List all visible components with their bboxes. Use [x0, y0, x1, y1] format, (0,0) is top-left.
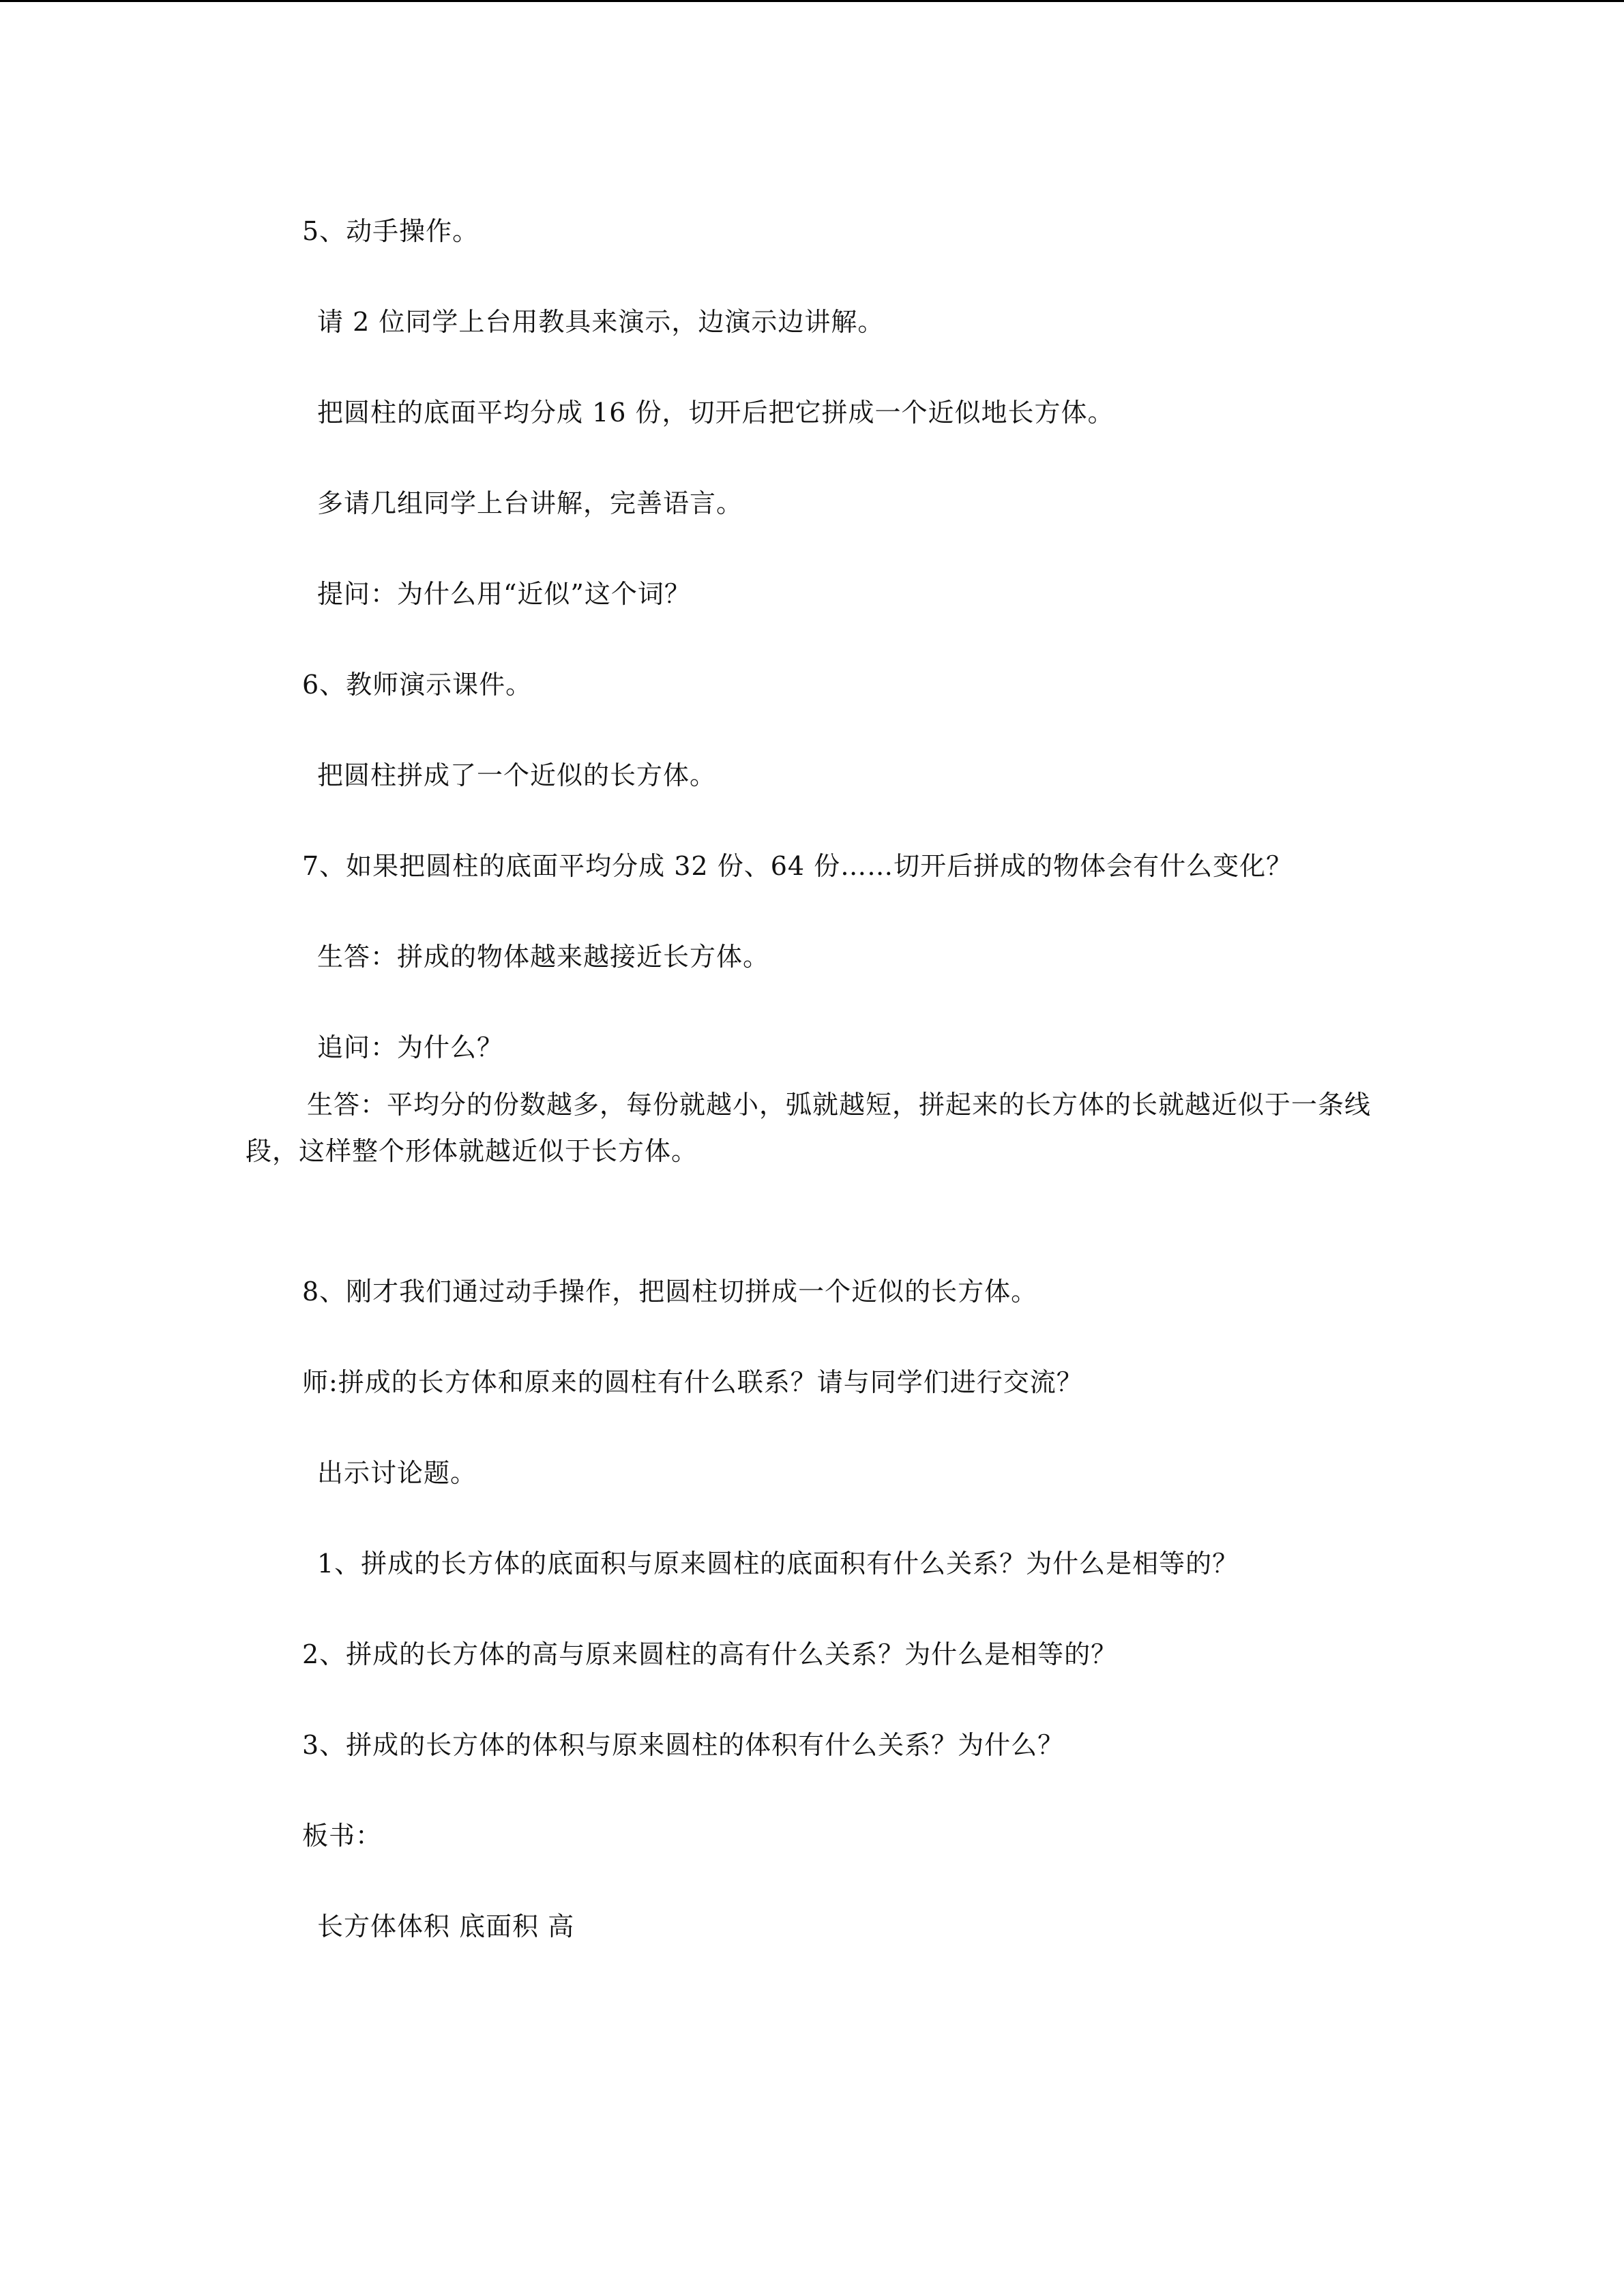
- paragraph-student-answer-2: 生答：平均分的份数越多，每份就越小，弧就越短，拼起来的长方体的长就越近似于一条线段，这样整个形体就越近似于长方体。: [246, 1090, 1372, 1166]
- paragraph-step-8: 8、刚才我们通过动手操作，把圆柱切拼成一个近似的长方体。: [302, 1277, 1038, 1307]
- paragraph-question-approx: 提问：为什么用“近似”这个词？: [317, 579, 691, 609]
- paragraph-topic-3: 3、拼成的长方体的体积与原来圆柱的体积有什么关系？为什么？: [302, 1730, 1065, 1760]
- paragraph-teacher-question: 师:拼成的长方体和原来的圆柱有什么联系？请与同学们进行交流？: [302, 1367, 1083, 1397]
- paragraph-more-groups: 多请几组同学上台讲解，完善语言。: [317, 488, 743, 518]
- paragraph-formula: 长方体体积 底面积 高: [317, 1911, 575, 1941]
- paragraph-step-7: 7、如果把圆柱的底面平均分成 32 份、64 份……切开后拼成的物体会有什么变化？: [302, 851, 1293, 881]
- paragraph-step-6: 6、教师演示课件。: [302, 670, 533, 700]
- paragraph-follow-up: 追问：为什么？: [317, 1032, 504, 1062]
- paragraph-board-writing: 板书：: [302, 1821, 383, 1851]
- paragraph-invite-demo: 请 2 位同学上台用教具来演示，边演示边讲解。: [317, 307, 885, 337]
- paragraph-student-answer-1: 生答：拼成的物体越来越接近长方体。: [317, 942, 770, 972]
- paragraph-topic-1: 1、拼成的长方体的底面积与原来圆柱的底面积有什么关系？为什么是相等的？: [317, 1549, 1239, 1579]
- paragraph-topic-2: 2、拼成的长方体的高与原来圆柱的高有什么关系？为什么是相等的？: [302, 1639, 1118, 1669]
- paragraph-cuboid-formed: 把圆柱拼成了一个近似的长方体。: [317, 760, 717, 790]
- paragraph-divide-16: 把圆柱的底面平均分成 16 份，切开后把它拼成一个近似地长方体。: [317, 398, 1114, 428]
- paragraph-step-5: 5、动手操作。: [302, 216, 479, 246]
- paragraph-discussion-topics: 出示讨论题。: [317, 1458, 477, 1488]
